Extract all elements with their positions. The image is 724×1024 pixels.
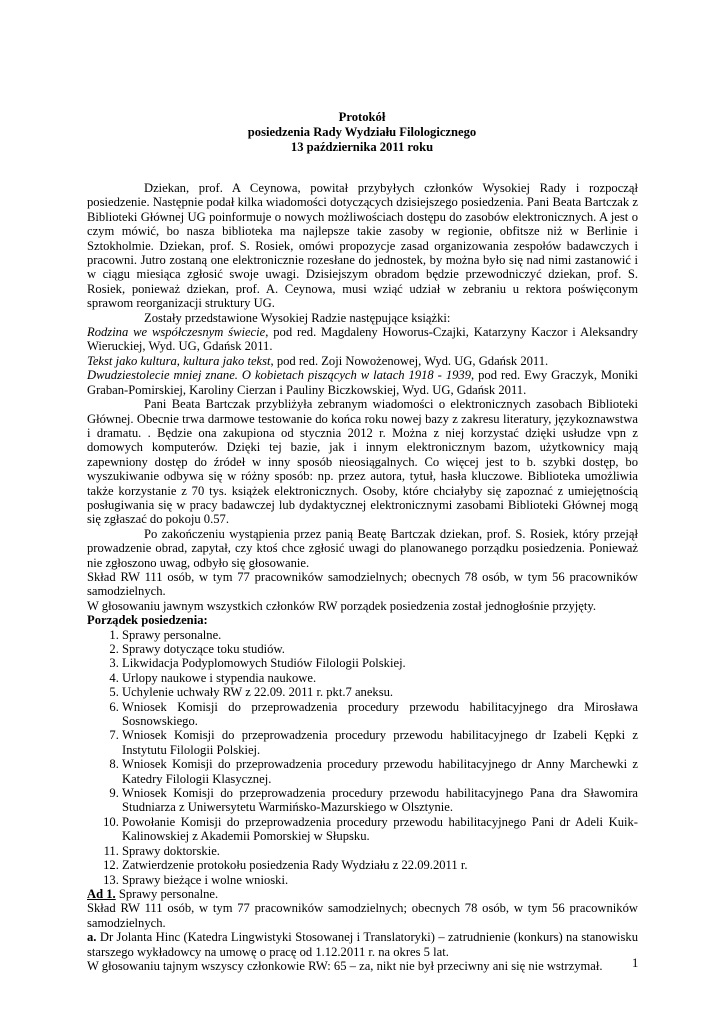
agenda-item: 7. Wniosek Komisji do przeprowadzenia procedury przewodu habilitacyjnego dr Izabeli Kępki z Instytutu Filologii Polskiej. (122, 728, 638, 757)
book-title: Dwudziestolecie mniej znane. O kobietach piszących w latach 1918 - 1939 (87, 368, 472, 383)
page-number: 1 (632, 956, 639, 970)
ad1-item-a-text: Dr Jolanta Hinc (Katedra Lingwistyki Stosowanej i Translatoryki) – zatrudnienie (konkurs) na stanowisku starszego wykładowcy na umowę o pracę od 1.12.2011 r. na okres 5 lat. (87, 930, 638, 959)
document-subtitle: posiedzenia Rady Wydziału Filologicznego (247, 125, 477, 139)
document-body (87, 181, 638, 973)
ad1-item-a (87, 930, 638, 959)
ad1-vote: W głosowaniu tajnym wszyscy członkowie RW: 65 – za, nikt nie był przeciwny ani się nie wstrzymał. (87, 958, 603, 973)
book-entry (87, 325, 638, 354)
agenda-heading: Porządek posiedzenia: (87, 613, 208, 628)
book-entry (87, 354, 638, 368)
agenda-approval: W głosowaniu jawnym wszystkich członków RW porządek posiedzenia został jednogłośnie przyjęty. (87, 598, 596, 613)
book-entry (87, 368, 638, 397)
council-composition: Skład RW 111 osób, w tym 77 pracowników samodzielnych; obecnych 78 osób, w tym 56 pracowników samodzielnych. (87, 569, 638, 599)
books-intro: Zostały przedstawione Wysokiej Radzie następujące książki: (144, 310, 451, 325)
agenda-item: 3. Likwidacja Podyplomowych Studiów Filologii Polskiej. (122, 656, 638, 670)
ad1-item-a-label: a. (87, 930, 97, 945)
agenda-item: 6. Wniosek Komisji do przeprowadzenia procedury przewodu habilitacyjnego dra Mirosława Sosnowskiego. (122, 700, 638, 729)
ad1-text: Sprawy personalne. (115, 886, 219, 901)
document-date: 13 października 2011 roku (290, 140, 434, 154)
book-details: , pod red. Zoji Nowożenowej, Wyd. UG, Gdańsk 2011. (270, 353, 549, 368)
document-header (0, 110, 724, 155)
agenda-item: 5. Uchylenie uchwały RW z 22.09. 2011 r. pkt.7 aneksu. (122, 685, 638, 699)
book-details: , pod red. Ewy Graczyk, Moniki Graban-Pomirskiej, Karoliny Cierzan i Pauliny Biczkowskiej, Wyd. UG, Gdańsk 2011. (87, 368, 639, 397)
opening-paragraph: Dziekan, prof. A Ceynowa, powitał przybyłych członków Wysokiej Rady i rozpoczął posiedzenie. Następnie podał kilka wiadomości dotyczących dzisiejszego posiedzenia. Pani Beata Bartczak z Biblioteki Głównej UG poinformuje o nowych możliwościach dostępu do zasobów elektronicznych. A jest o czym mówić, bo nasza biblioteka ma najlepsze takie zasoby w regionie, obfitsze niż w Berlinie i Sztokholmie. Dziekan, prof. S. Rosiek, omówi propozycje zasad organizowania zespołów badawczych i pracowni. Jutro zostaną one elektronicznie rozesłane do jednostek, by można było się nad nimi zastanowić i w ciągu miesiąca zgłosić swoje uwagi. Dzisiejszym obradom będzie przewodniczyć dziekan, prof. S. Rosiek, ponieważ dziekan, prof. A. Ceynowa, musi wziąć udział w zebraniu u rektora poświęconym sprawom reorganizacji struktury UG. (87, 181, 638, 311)
ad1-label: Ad 1. (87, 886, 116, 901)
agenda-item: 2. Sprawy dotyczące toku studiów. (122, 642, 638, 656)
book-title: Rodzina we współczesnym świecie (87, 325, 266, 340)
book-details: , pod red. Magdaleny Howorus-Czajki, Katarzyny Kaczor i Aleksandry Wieruckiej, Wyd. UG, Gdańsk 2011. (87, 325, 639, 354)
agenda-item: 1. Sprawy personalne. (122, 628, 638, 642)
agenda-list (87, 628, 638, 887)
document-title: Protokół (338, 110, 386, 124)
library-paragraph: Pani Beata Bartczak przybliżyła zebranym wiadomości o elektronicznych zasobach Biblioteki Głównej. Obecnie trwa darmowe testowanie do końca roku nowej bazy z zakresu literatury, językoznawstwa i dramatu. . Będzie ona zakupiona od stycznia 2012 r. Można z niej korzystać dzięki usłudze vpn z domowych komputerów. Dzięki tej bazie, jak i innym elektronicznym bazom, użytkownicy mają zapewniony dostęp do źródeł w inny sposób nieosiągalnych. Co więcej jest to b. szybki dostęp, bo wyszukiwanie odbywa się w różny sposób: np. przez autora, tytuł, hasła kluczowe. Biblioteka umożliwia także korzystanie z 70 tys. książek elektronicznych. Osoby, które chciałyby się zapoznać z umiejętnością posługiwania się w pracy badawczej lub dydaktycznej elektronicznymi zasobami Biblioteki Głównej mogą się zgłaszać do pokoju 0.57. (87, 397, 638, 527)
agenda-item: 10. Powołanie Komisji do przeprowadzenia procedury przewodu habilitacyjnego Pani dr Adeli Kuik-Kalinowskiej z Akademii Pomorskiej w Słupsku. (122, 815, 638, 844)
agenda-item: 12. Zatwierdzenie protokołu posiedzenia Rady Wydziału z 22.09.2011 r. (122, 858, 638, 872)
agenda-vote-paragraph: Po zakończeniu wystąpienia przez panią Beatę Bartczak dziekan, prof. S. Rosiek, który przejął prowadzenie obrad, zapytał, czy ktoś chce zgłosić uwagi do planowanego porządku posiedzenia. Ponieważ nie zgłoszono uwag, odbyło się głosowanie. (87, 526, 638, 570)
agenda-item: 11. Sprawy doktorskie. (122, 844, 638, 858)
ad1-composition: Skład RW 111 osób, w tym 77 pracowników samodzielnych; obecnych 78 osób, w tym 56 pracowników samodzielnych. (87, 901, 638, 930)
ad1-heading (87, 887, 638, 901)
agenda-item: 8. Wniosek Komisji do przeprowadzenia procedury przewodu habilitacyjnego dr Anny Marchewki z Katedry Filologii Klasycznej. (122, 757, 638, 786)
agenda-item: 9. Wniosek Komisji do przeprowadzenia procedury przewodu habilitacyjnego Pana dra Sławomira Studniarza z Uniwersytetu Warmińsko-Mazurskiego w Olsztynie. (122, 786, 638, 815)
agenda-item: 4. Urlopy naukowe i stypendia naukowe. (122, 671, 638, 685)
book-title: Tekst jako kultura, kultura jako tekst (87, 353, 271, 368)
agenda-item: 13. Sprawy bieżące i wolne wnioski. (122, 873, 638, 887)
